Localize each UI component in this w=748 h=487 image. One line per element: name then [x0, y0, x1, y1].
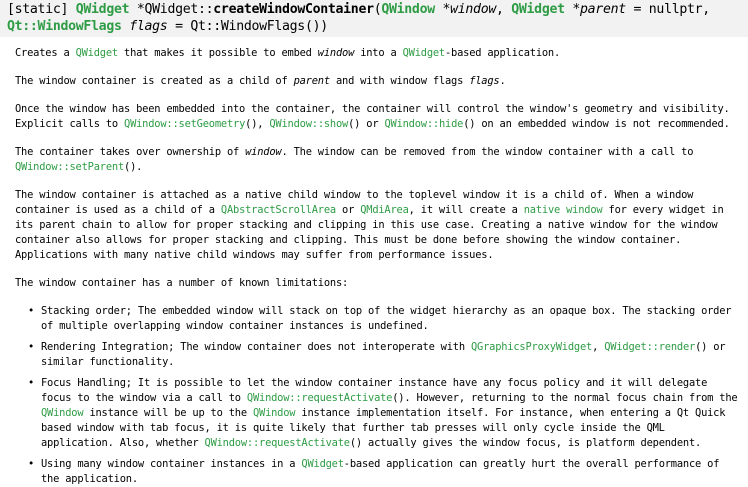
text: The window container has a number of known limitations: — [15, 277, 349, 289]
doc-link[interactable]: QWidget — [75, 47, 118, 59]
documentation-body — [0, 46, 748, 487]
text: () or similar functionality. — [41, 341, 726, 368]
list-item — [28, 376, 738, 451]
text: (). However, returning to the normal focus chain from the — [392, 392, 738, 404]
paragraph — [15, 46, 738, 61]
doc-link[interactable]: QWidget — [301, 458, 344, 470]
limitations-list — [15, 304, 738, 487]
param-name: flags — [129, 19, 168, 34]
bullet-icon: • — [28, 341, 35, 353]
text: The container takes over ownership of — [15, 146, 246, 158]
text: The window container is attached as a native child window to the toplevel window it is a child of. When a window container is used as a child of a — [15, 189, 694, 216]
param-type-link[interactable]: Qt::WindowFlags — [7, 19, 122, 34]
text: () actually gives the window focus, is platform dependent. — [349, 437, 702, 449]
emphasis: window — [317, 47, 355, 59]
class-prefix: *QWidget:: — [129, 2, 214, 17]
param-type-link[interactable]: QWindow — [381, 2, 435, 17]
text: -based application. — [444, 47, 561, 59]
static-tag: [static] — [7, 2, 69, 17]
function-signature — [0, 0, 748, 37]
text: that makes it possible to embed — [117, 47, 318, 59]
text: and with window flags — [329, 75, 470, 87]
emphasis: window — [245, 146, 282, 158]
emphasis: parent — [293, 75, 330, 87]
text: Using many window container instances in a — [41, 458, 302, 470]
text: (). — [124, 161, 143, 173]
text: or — [335, 204, 361, 216]
text: Once the window has been embedded into the container, the container will control the window's geometry and visibility. Explicit calls to — [15, 103, 730, 130]
emphasis: flags — [469, 75, 500, 87]
doc-link[interactable]: QWindow::setGeometry — [124, 118, 246, 130]
bullet-icon: • — [28, 458, 35, 470]
doc-link[interactable]: QWindow — [252, 407, 296, 419]
param-separator: , — [495, 2, 512, 17]
function-name: createWindowContainer — [213, 2, 374, 17]
text: . The window can be removed from the window container with a call to — [281, 146, 694, 158]
doc-link[interactable]: native window — [523, 204, 603, 216]
doc-link[interactable]: QWindow — [41, 407, 84, 419]
param-pointer: * — [564, 2, 581, 17]
text: () on an embedded window is not recommended. — [463, 118, 730, 130]
paragraph — [15, 188, 738, 263]
param-name: parent — [580, 2, 626, 17]
text: for every widget in its parent chain to allow for proper stacking and clipping in this use case. Creating a native window for the window container also allows for proper stacking and clipping. This must be done before showing the window container. Applications with many native child windows may suffer from performance issues. — [15, 204, 724, 261]
return-type-link[interactable]: QWidget — [75, 2, 130, 17]
text: , — [592, 341, 605, 353]
text: The window container is created as a child of — [15, 75, 294, 87]
list-item — [28, 457, 738, 487]
text: into a — [354, 47, 403, 59]
param-pointer: * — [434, 2, 451, 17]
text: instance implementation itself. For instance, when entering a Qt Quick based window with tab focus, it is quite likely that further tab presses will only cycle inside the QML application. Also, whether — [41, 407, 726, 449]
doc-link[interactable]: QWindow::show — [269, 118, 349, 130]
param-default: = Qt::WindowFlags()) — [167, 19, 328, 34]
doc-link[interactable]: QGraphicsProxyWidget — [470, 341, 593, 353]
text: , it will create a — [408, 204, 524, 216]
text: -based application can greatly hurt the overall performance of the application. — [41, 458, 720, 485]
text: Creates a — [15, 47, 76, 59]
text: Rendering Integration; The window container does not interoperate with — [41, 341, 471, 353]
doc-link[interactable]: QWidget::render — [604, 341, 696, 353]
list-item — [28, 340, 738, 370]
param-default: = nullptr, — [625, 2, 710, 17]
text: () or — [348, 118, 385, 130]
text: Stacking order; The embedded window will stack on top of the widget hierarchy as an opaque box. The stacking order of multiple overlapping window container instances is undefined. — [41, 305, 732, 332]
text: (), — [245, 118, 270, 130]
paragraph — [15, 74, 738, 89]
open-paren: ( — [373, 2, 382, 17]
doc-link[interactable]: QWindow::hide — [384, 118, 464, 130]
bullet-icon: • — [28, 377, 35, 389]
param-type-link[interactable]: QWidget — [511, 2, 565, 17]
text: Focus Handling; It is possible to let the window container instance have any focus policy and it will delegate focus to the window via a call to — [41, 377, 708, 404]
list-item — [28, 304, 738, 334]
param-name: window — [450, 2, 496, 17]
text: . — [499, 75, 506, 87]
doc-link[interactable]: QMdiArea — [360, 204, 409, 216]
paragraph — [15, 276, 738, 291]
paragraph — [15, 102, 738, 132]
doc-link[interactable]: QWindow::requestActivate — [204, 437, 350, 449]
doc-link[interactable]: QWidget — [402, 47, 445, 59]
bullet-icon: • — [28, 305, 35, 317]
text: instance will be up to the — [83, 407, 253, 419]
paragraph — [15, 145, 738, 175]
doc-link[interactable]: QWindow::requestActivate — [246, 392, 393, 404]
doc-link[interactable]: QAbstractScrollArea — [220, 204, 336, 216]
doc-link[interactable]: QWindow::setParent — [15, 161, 125, 173]
